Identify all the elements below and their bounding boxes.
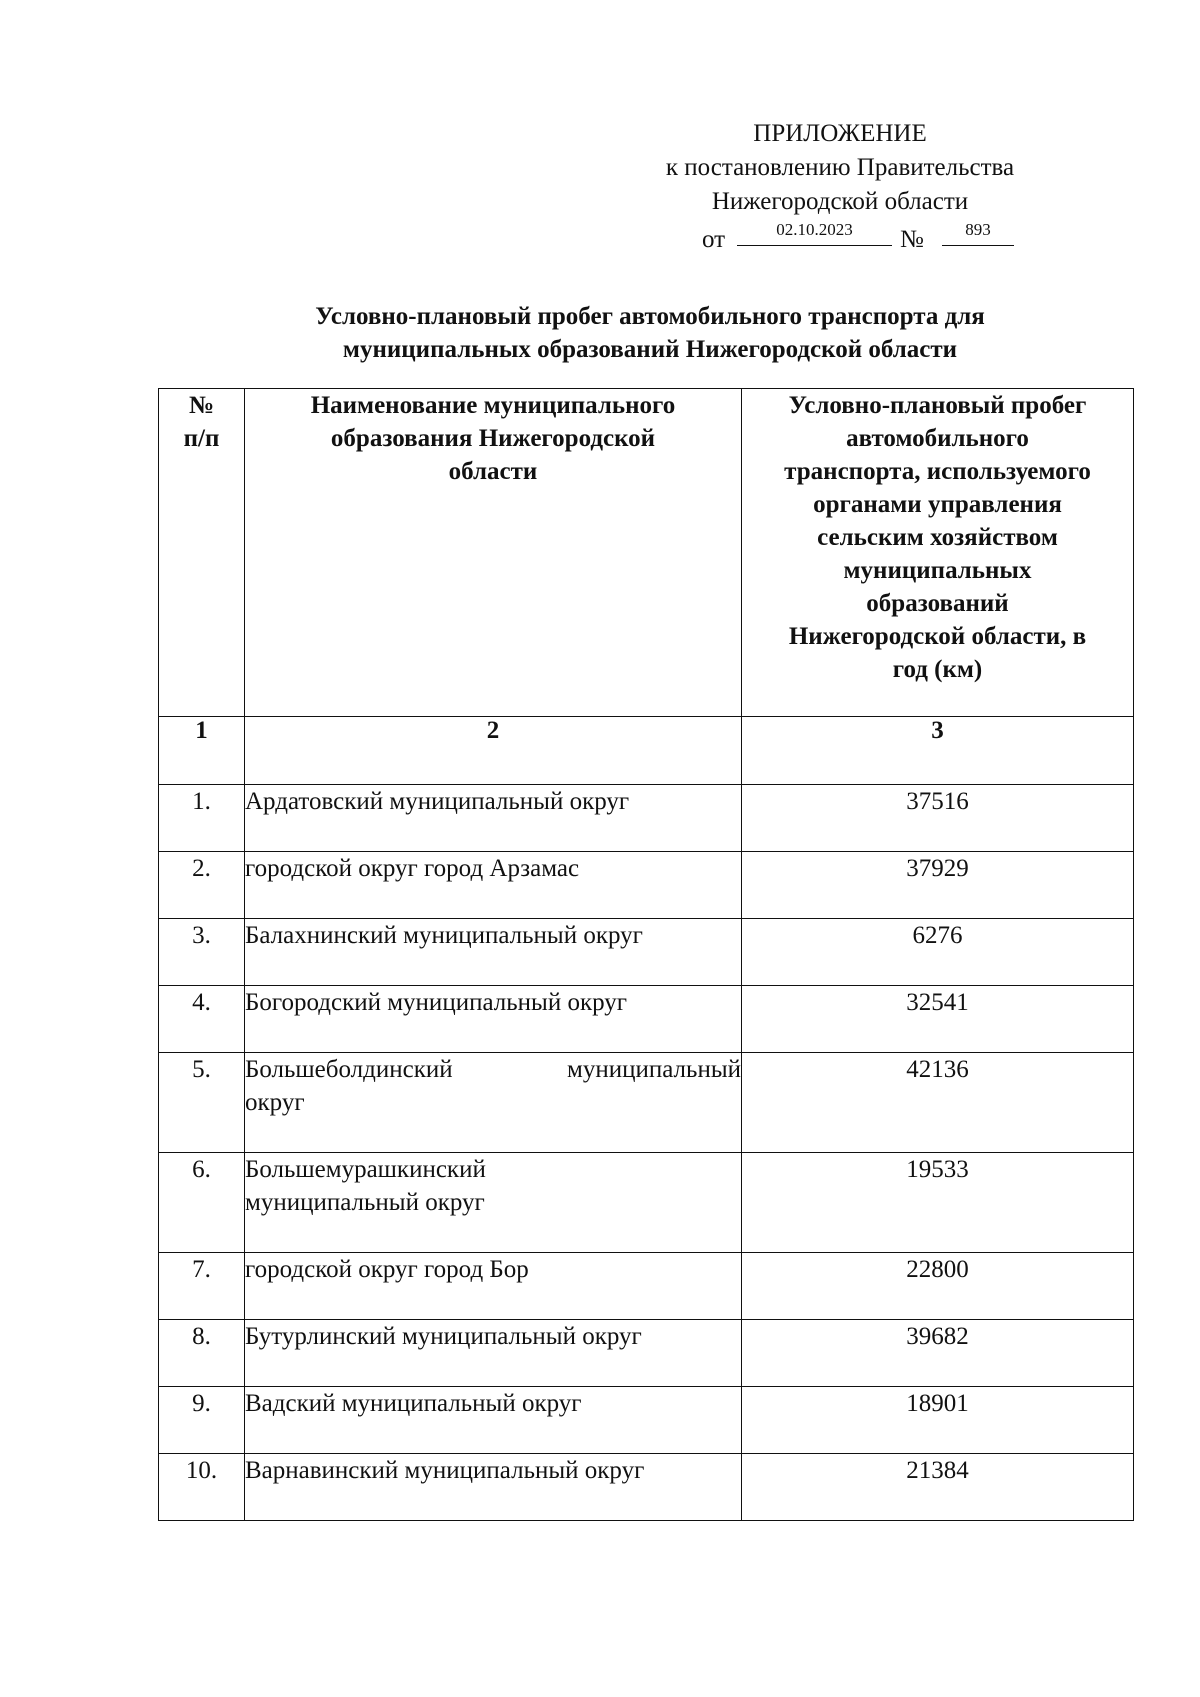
header-text-line: транспорта, используемого — [784, 458, 1091, 485]
header-text-line: Условно-плановый пробег — [788, 392, 1087, 419]
row-index: 10. — [159, 1454, 245, 1521]
row-value: 18901 — [742, 1387, 1134, 1454]
header-text-line: Наименование муниципального — [310, 392, 676, 419]
row-value: 22800 — [742, 1253, 1134, 1320]
row-name — [245, 1454, 742, 1521]
table-row — [159, 1253, 1134, 1320]
column-number: 3 — [742, 717, 1134, 785]
row-index: 2. — [159, 852, 245, 919]
row-name-text: Большемурашкинский — [245, 1156, 486, 1183]
header-index — [159, 389, 245, 717]
header-text-line: № — [188, 392, 215, 419]
row-name-text: муниципальный округ — [245, 1189, 485, 1216]
header-municipality-name — [245, 389, 742, 717]
appendix-region-line: Нижегородской области — [711, 188, 969, 215]
decree-date: 02.10.2023 — [737, 215, 892, 246]
row-name-text: Бутурлинский муниципальный округ — [245, 1323, 642, 1350]
table-header-row — [159, 389, 1134, 717]
header-text-line: год (км) — [892, 656, 983, 683]
row-name-text: Вадский муниципальный округ — [245, 1390, 582, 1417]
column-number: 2 — [245, 717, 742, 785]
row-value: 37929 — [742, 852, 1134, 919]
header-text-line: области — [448, 458, 538, 485]
row-name-text: Варнавинский муниципальный округ — [245, 1457, 645, 1484]
table-row — [159, 919, 1134, 986]
row-index: 7. — [159, 1253, 245, 1320]
row-index: 1. — [159, 785, 245, 852]
row-name — [245, 1053, 742, 1153]
header-text-line: образований — [866, 590, 1009, 617]
row-value: 32541 — [742, 986, 1134, 1053]
row-name — [245, 1253, 742, 1320]
row-index: 4. — [159, 986, 245, 1053]
row-name — [245, 919, 742, 986]
appendix-title: ПРИЛОЖЕНИЕ — [753, 120, 927, 147]
row-value: 42136 — [742, 1053, 1134, 1153]
table-row — [159, 1153, 1134, 1253]
row-name-text: Балахнинский муниципальный округ — [245, 922, 643, 949]
appendix-decree-line: к постановлению Правительства — [665, 154, 1015, 181]
row-index: 6. — [159, 1153, 245, 1253]
row-index: 8. — [159, 1320, 245, 1387]
header-text-line: автомобильного — [846, 425, 1029, 452]
mileage-table — [158, 388, 1134, 1521]
row-value: 19533 — [742, 1153, 1134, 1253]
header-mileage — [742, 389, 1134, 717]
row-name-text: Богородский муниципальный округ — [245, 989, 628, 1016]
header-text-line: органами управления — [813, 491, 1062, 518]
row-name — [245, 852, 742, 919]
row-value: 21384 — [742, 1454, 1134, 1521]
document-title — [160, 300, 1140, 366]
header-text-line: образования Нижегородской — [330, 425, 656, 452]
row-name — [245, 1320, 742, 1387]
table-row — [159, 1454, 1134, 1521]
document-title-line-2: муниципальных образований Нижегородской области — [342, 336, 958, 363]
table-row — [159, 1320, 1134, 1387]
row-name-text: Ардатовский муниципальный округ — [245, 788, 630, 815]
row-name-text: Большеболдинский муниципальный — [245, 1056, 741, 1083]
table-row — [159, 785, 1134, 852]
header-text-line: сельским хозяйством — [817, 524, 1058, 551]
number-sign: № — [900, 226, 924, 253]
row-name — [245, 1387, 742, 1454]
header-text-line: Нижегородской области, в — [788, 623, 1087, 650]
row-name — [245, 785, 742, 852]
row-name-text: округ — [245, 1089, 305, 1116]
table-row — [159, 1387, 1134, 1454]
table-row — [159, 1053, 1134, 1153]
column-number-row — [159, 717, 1134, 785]
from-label: от — [702, 226, 726, 253]
row-index: 5. — [159, 1053, 245, 1153]
row-name-text: городской округ город Арзамас — [245, 855, 580, 882]
table-row — [159, 986, 1134, 1053]
row-index: 3. — [159, 919, 245, 986]
header-text-line: п/п — [183, 425, 220, 452]
appendix-block — [620, 117, 1060, 253]
row-value: 39682 — [742, 1320, 1134, 1387]
column-number: 1 — [159, 717, 245, 785]
header-text-line: муниципальных — [843, 557, 1032, 584]
decree-number: 893 — [942, 215, 1014, 246]
document-title-line-1: Условно-плановый пробег автомобильного транспорта для — [315, 303, 985, 330]
row-name-text: городской округ город Бор — [245, 1256, 529, 1283]
row-value: 6276 — [742, 919, 1134, 986]
row-index: 9. — [159, 1387, 245, 1454]
appendix-date-line — [620, 219, 1060, 253]
row-value: 37516 — [742, 785, 1134, 852]
row-name — [245, 986, 742, 1053]
table-row — [159, 852, 1134, 919]
row-name — [245, 1153, 742, 1253]
